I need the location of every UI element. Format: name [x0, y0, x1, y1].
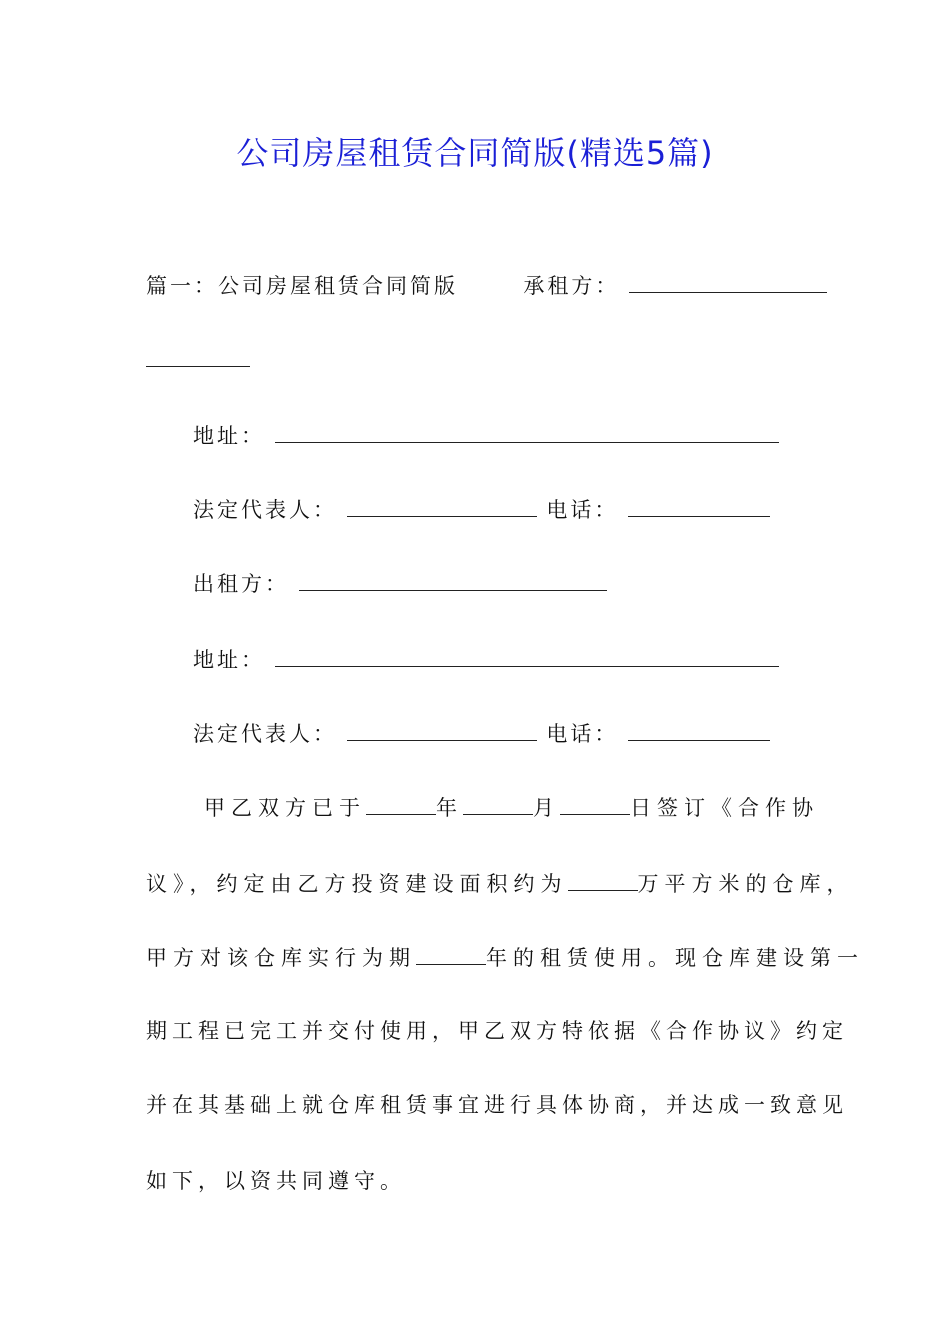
lessor-phone-blank[interactable]	[628, 718, 770, 741]
lessor-line	[193, 568, 607, 599]
day-blank[interactable]	[560, 792, 630, 815]
paragraph-line-3	[146, 942, 864, 973]
paragraph-line-5: 并在其基础上就仓库租赁事宜进行具体协商，并达成一致意见	[146, 1093, 848, 1117]
term-blank[interactable]	[416, 942, 486, 965]
section-heading-line	[146, 270, 827, 301]
lessor-rep-blank[interactable]	[347, 718, 537, 741]
document-title: 公司房屋租赁合同简版(精选5篇)	[236, 134, 714, 172]
lessee-rep-blank[interactable]	[347, 494, 537, 517]
paragraph-line-2	[146, 868, 854, 899]
lessee-address-line	[193, 420, 779, 451]
lessee-rep-label: 法定代表人：	[193, 498, 337, 522]
area-blank[interactable]	[568, 868, 638, 891]
paragraph-line-6: 如下，以资共同遵守。	[146, 1169, 406, 1193]
lessor-address-blank[interactable]	[275, 644, 779, 667]
lessee-phone-label: 电话：	[546, 498, 619, 522]
paragraph-text: 甲乙双方已于	[204, 796, 366, 820]
lessee-phone-blank[interactable]	[628, 494, 770, 517]
lessor-phone-label: 电话：	[546, 722, 619, 746]
paragraph-text: 月	[533, 796, 560, 820]
paragraph-text: 年的租赁使用。现仓库建设第一	[486, 946, 864, 970]
lessor-rep-label: 法定代表人：	[193, 722, 337, 746]
lessor-label: 出租方：	[193, 572, 289, 596]
paragraph-text: 年	[436, 796, 463, 820]
lessee-address-blank[interactable]	[275, 420, 779, 443]
lessor-rep-line	[193, 718, 770, 749]
lessee-blank[interactable]	[629, 270, 827, 293]
lessee-blank-continued[interactable]	[146, 344, 250, 367]
lessor-address-label: 地址：	[193, 648, 265, 672]
lessor-address-line	[193, 644, 779, 675]
lessee-address-label: 地址：	[193, 424, 265, 448]
lessee-rep-line	[193, 494, 770, 525]
paragraph-text: 甲方对该仓库实行为期	[146, 946, 416, 970]
paragraph-line-1	[204, 792, 819, 823]
year-blank[interactable]	[366, 792, 436, 815]
lessee-continuation-line	[146, 344, 250, 375]
section-heading: 篇一：公司房屋租赁合同简版	[146, 274, 458, 298]
paragraph-line-4: 期工程已完工并交付使用，甲乙双方特依据《合作协议》约定	[146, 1019, 848, 1043]
paragraph-text: 万平方米的仓库，	[637, 872, 854, 896]
lessee-label: 承租方：	[523, 274, 620, 298]
paragraph-text: 议》，约定由乙方投资建设面积约为	[146, 872, 568, 896]
lessor-blank[interactable]	[299, 568, 607, 591]
month-blank[interactable]	[463, 792, 533, 815]
paragraph-text: 日签订《合作协	[630, 796, 819, 820]
